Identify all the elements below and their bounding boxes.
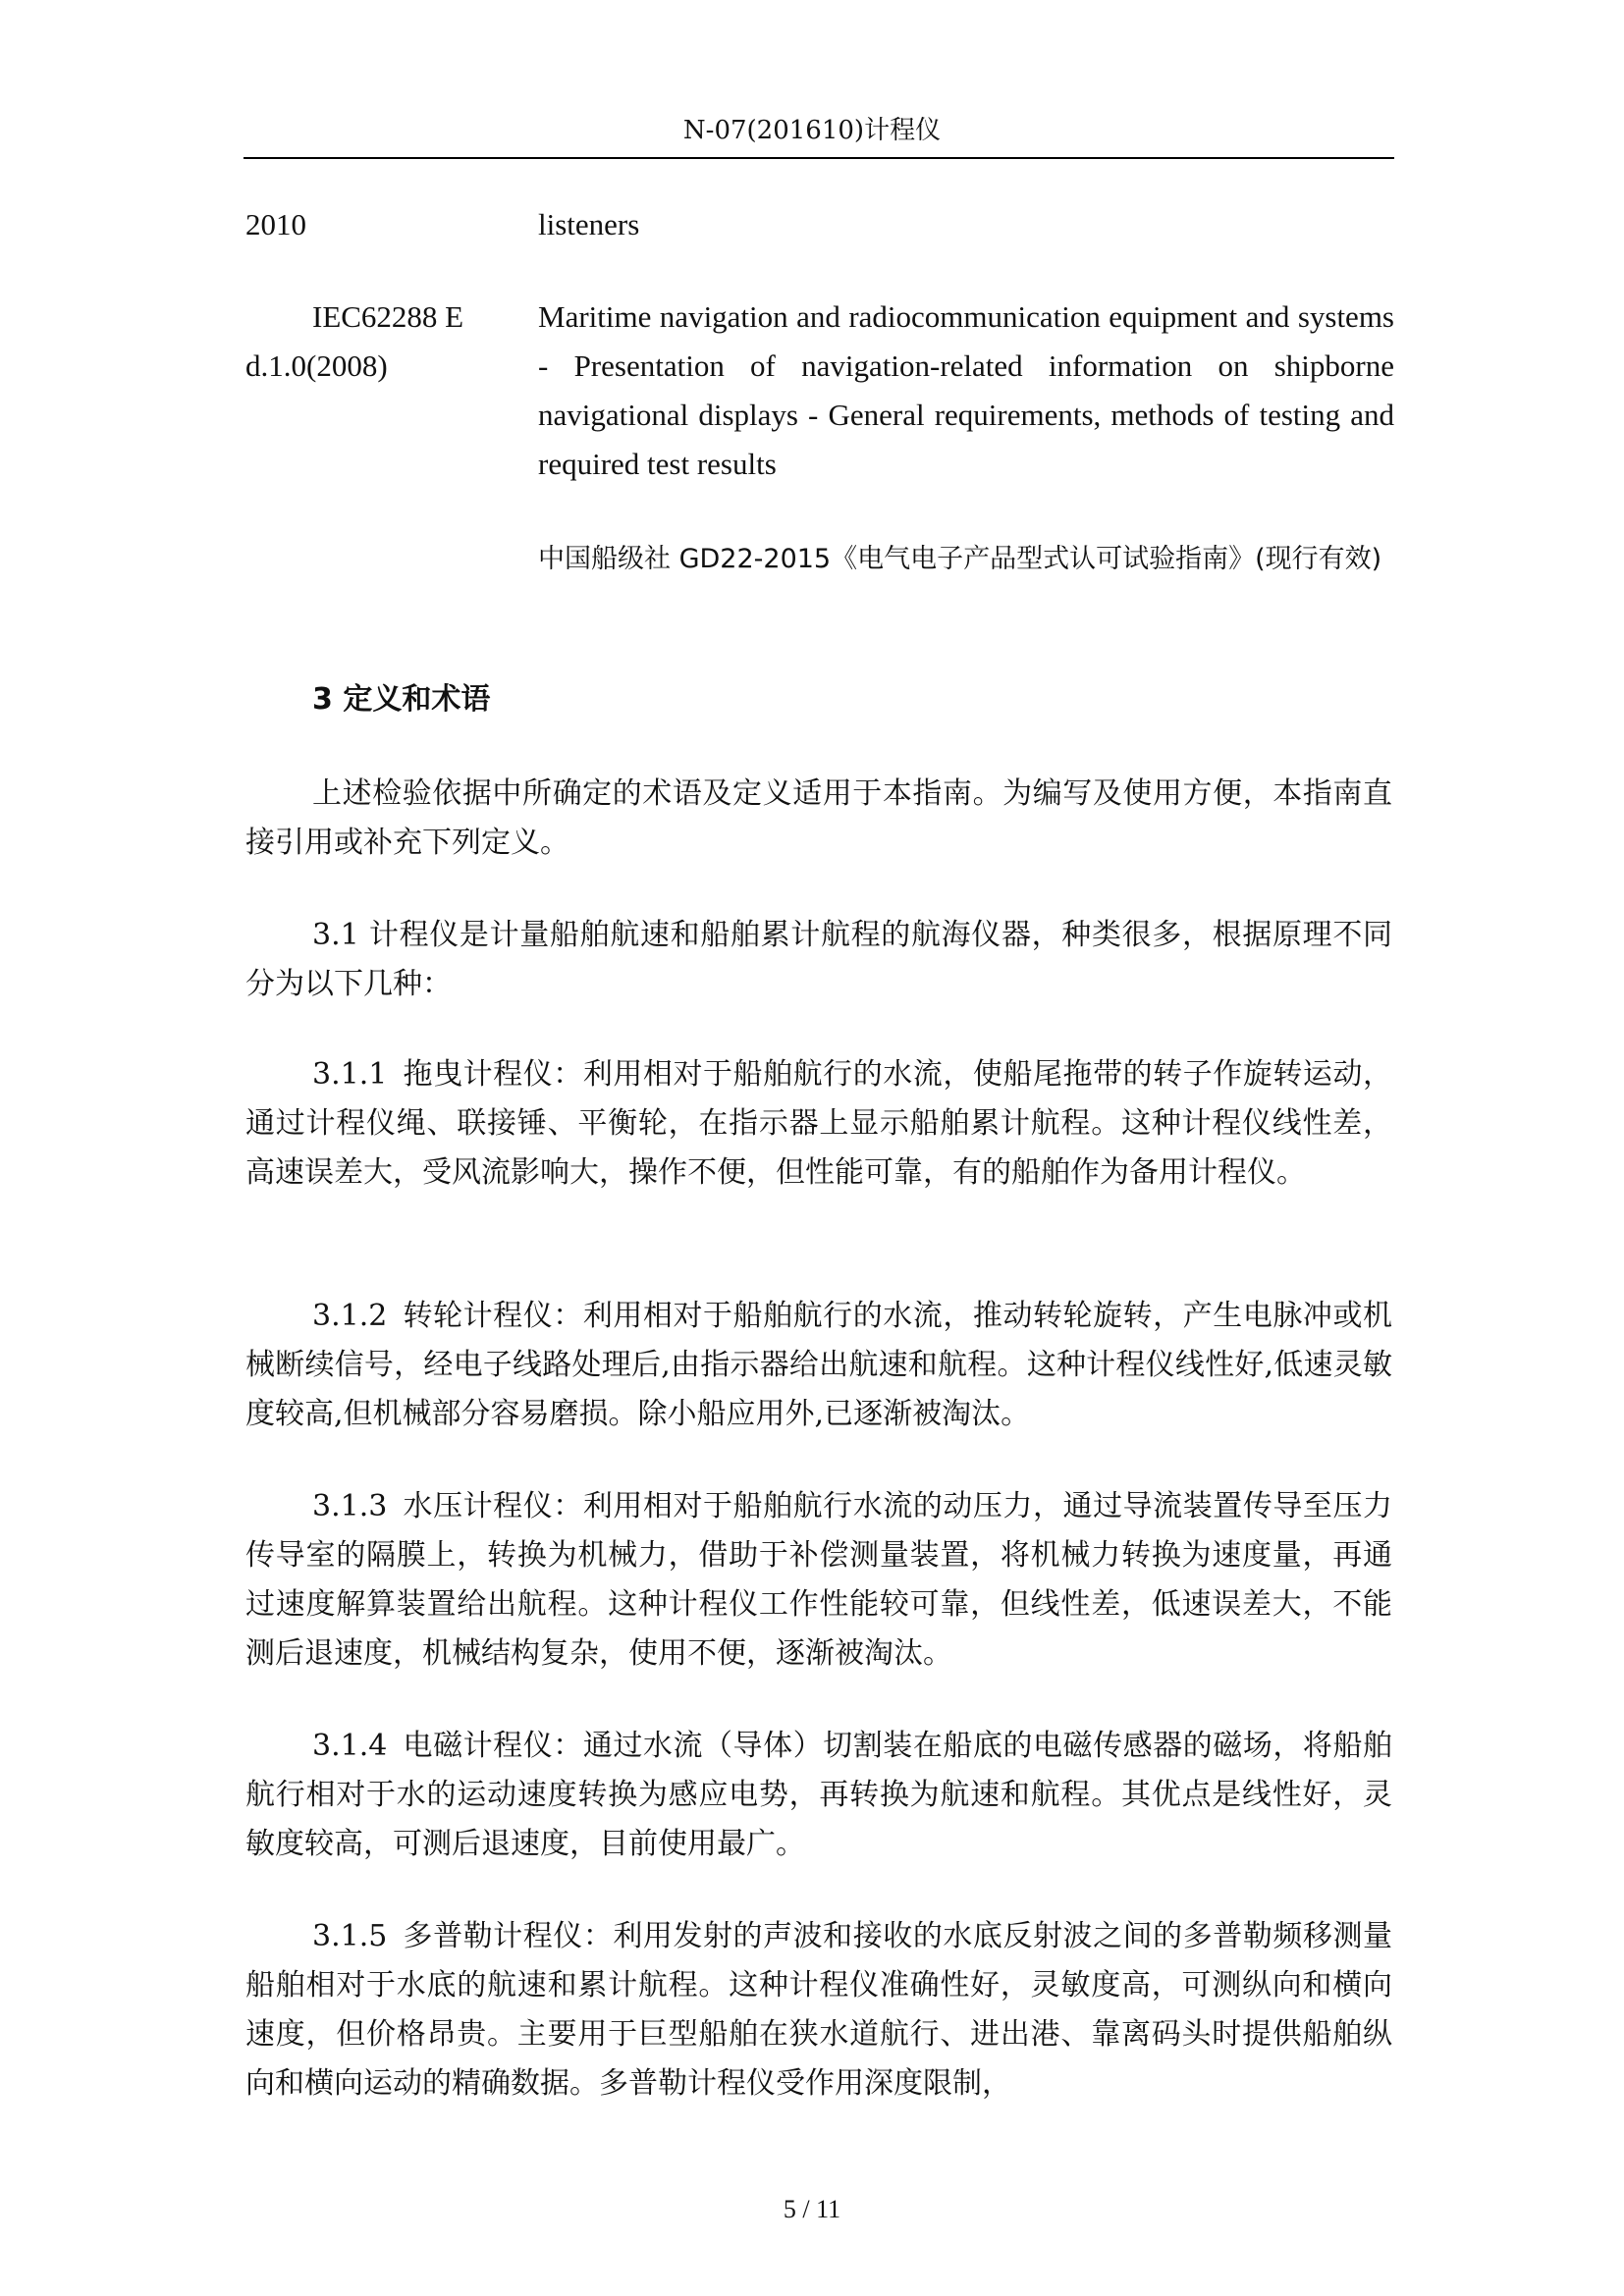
clause-number: 3.1.4 <box>312 1729 388 1763</box>
reference-note: 中国船级社 GD22-2015《电气电子产品型式认可试验指南》(现行有效) <box>538 544 1382 574</box>
clause-number: 3.1.5 <box>312 1919 388 1953</box>
reference-code: IEC62288 E <box>312 299 464 334</box>
clause-number: 3.1.2 <box>312 1299 388 1333</box>
section-heading: 3 定义和术语 <box>312 682 491 717</box>
clause-text: 转轮计程仪：利用相对于船舶航行的水流，推动转轮旋转，产生电脉冲或机械断续信号，经电子线路处理后,由指示器给出航速和航程。这种计程仪线性好,低速灵敏度较高,但机械部分容易磨损。除小船应用外,已逐渐被淘汰。 <box>245 1299 1392 1431</box>
reference-title: Maritime navigation and radiocommunication equipment and systems - Presentation of navigation-related information on shipborne navigational displays - General requirements, methods of testing and required test results <box>538 299 1394 481</box>
reference-code-continued: d.1.0(2008) <box>245 348 388 383</box>
clause-text: 拖曳计程仪：利用相对于船舶航行的水流，使船尾拖带的转子作旋转运动，通过计程仪绳、联接锤、平衡轮，在指示器上显示船舶累计航程。这种计程仪线性差，高速误差大，受风流影响大，操作不便，但性能可靠，有的船舶作为备用计程仪。 <box>245 1057 1392 1190</box>
paragraph-intro: 上述检验依据中所确定的术语及定义适用于本指南。为编写及使用方便，本指南直接引用或补充下列定义。 <box>245 776 1392 860</box>
reference-title: listeners <box>538 207 640 241</box>
clause-number: 3.1.3 <box>312 1489 388 1523</box>
page-number: 5 / 11 <box>783 2195 841 2223</box>
header-divider <box>244 157 1394 159</box>
clause-number: 3.1.1 <box>312 1057 388 1092</box>
paragraph-3-1-3 <box>245 1482 1392 1679</box>
reference-code: 2010 <box>245 207 306 241</box>
paragraph-3-1-1 <box>245 1050 1392 1198</box>
paragraph-3-1-4 <box>245 1722 1392 1869</box>
clause-text: 水压计程仪：利用相对于船舶航行水流的动压力，通过导流装置传导至压力传导室的隔膜上，转换为机械力，借助于补偿测量装置，将机械力转换为速度量，再通过速度解算装置给出航程。这种计程仪工作性能较可靠，但线性差，低速误差大，不能测后退速度，机械结构复杂，使用不便，逐渐被淘汰。 <box>245 1489 1392 1671</box>
clause-text: 电磁计程仪：通过水流（导体）切割装在船底的电磁传感器的磁场，将船舶航行相对于水的运动速度转换为感应电势，再转换为航速和航程。其优点是线性好，灵敏度较高，可测后退速度，目前使用最广。 <box>245 1729 1392 1861</box>
page-header: N-07(201610)计程仪 <box>682 116 942 145</box>
paragraph-3-1-5 <box>245 1912 1392 2109</box>
clause-text: 多普勒计程仪：利用发射的声波和接收的水底反射波之间的多普勒频移测量船舶相对于水底的航速和累计航程。这种计程仪准确性好，灵敏度高，可测纵向和横向速度，但价格昂贵。主要用于巨型船舶在狭水道航行、进出港、靠离码头时提供船舶纵向和横向运动的精确数据。多普勒计程仪受作用深度限制， <box>245 1919 1392 2101</box>
paragraph-3-1-2 <box>245 1292 1392 1439</box>
paragraph-3-1: 3.1 计程仪是计量船舶航速和船舶累计航程的航海仪器，种类很多，根据原理不同分为以下几种： <box>245 918 1392 1001</box>
